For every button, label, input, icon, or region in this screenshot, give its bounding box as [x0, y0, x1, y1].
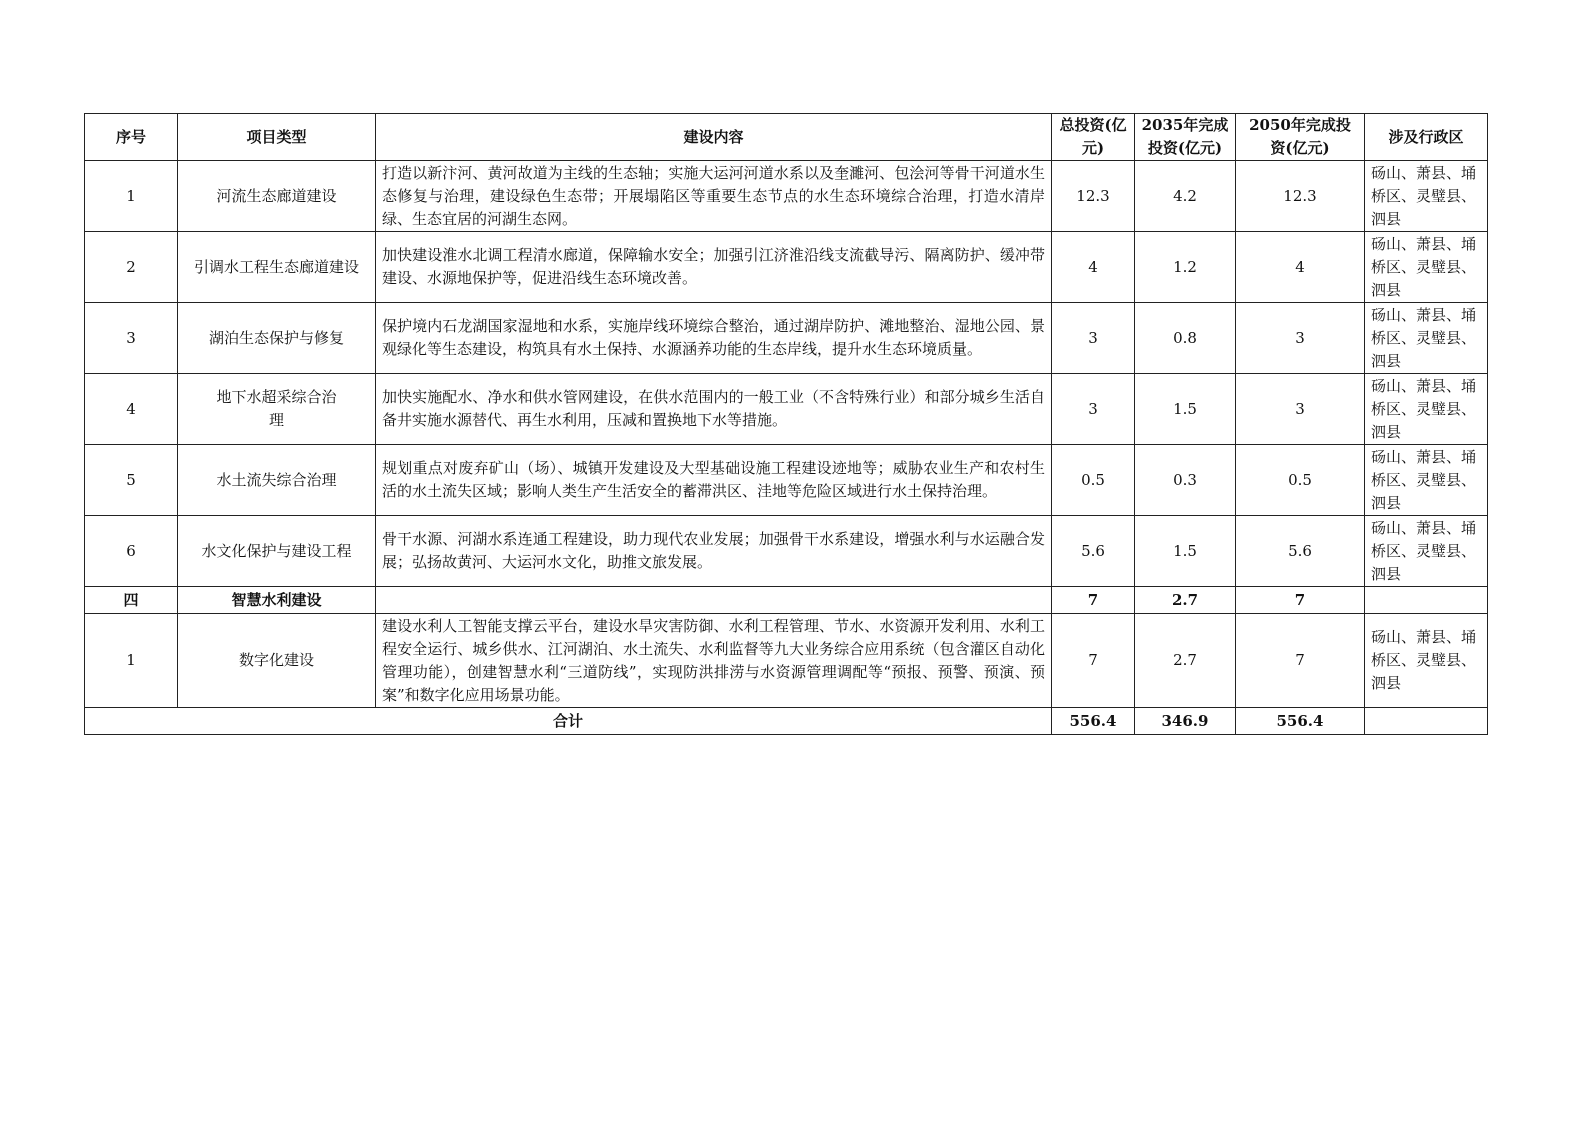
- table-row: [85, 614, 1488, 708]
- category-content: [376, 587, 1052, 614]
- cell-2035: 1.5: [1135, 516, 1236, 587]
- cell-content: 骨干水源、河湖水系连通工程建设，助力现代农业发展；加强骨干水系建设，增强水利与水运融合发展；弘扬故黄河、大运河水文化，助推文旅发展。: [376, 516, 1052, 587]
- cell-total: 4: [1052, 232, 1135, 303]
- cell-seq: 2: [85, 232, 178, 303]
- cell-2035: 2.7: [1135, 614, 1236, 708]
- cell-2035: 0.3: [1135, 445, 1236, 516]
- cell-total: 0.5: [1052, 445, 1135, 516]
- table-header-row: [85, 114, 1488, 161]
- cell-content: 建设水利人工智能支撑云平台，建设水旱灾害防御、水利工程管理、节水、水资源开发利用、水利工程安全运行、城乡供水、江河湖泊、水土流失、水利监督等九大业务综合应用系统（包含灌区自动化管理功能），创建智慧水利“三道防线”，实现防洪排涝与水资源管理调配等“预报、预警、预演、预案”和数字化应用场景功能。: [376, 614, 1052, 708]
- table-row: [85, 374, 1488, 445]
- cell-type: 地下水超采综合治理: [178, 374, 376, 445]
- cell-2035: 1.5: [1135, 374, 1236, 445]
- header-type: 项目类型: [178, 114, 376, 161]
- header-content: 建设内容: [376, 114, 1052, 161]
- total-2035: 346.9: [1135, 708, 1236, 735]
- table-row: [85, 232, 1488, 303]
- cell-region: 砀山、萧县、埇桥区、灵璧县、泗县: [1365, 374, 1488, 445]
- cell-region: 砀山、萧县、埇桥区、灵璧县、泗县: [1365, 303, 1488, 374]
- cell-2050: 3: [1236, 303, 1365, 374]
- cell-2050: 12.3: [1236, 161, 1365, 232]
- cell-type: 水土流失综合治理: [178, 445, 376, 516]
- investment-table: [84, 113, 1488, 735]
- total-region: [1365, 708, 1488, 735]
- cell-type: 湖泊生态保护与修复: [178, 303, 376, 374]
- cell-content: 打造以新汴河、黄河故道为主线的生态轴；实施大运河河道水系以及奎濉河、包浍河等骨干河道水生态修复与治理，建设绿色生态带；开展塌陷区等重要生态节点的水生态环境综合治理，打造水清岸绿、生态宜居的河湖生态网。: [376, 161, 1052, 232]
- cell-type: 河流生态廊道建设: [178, 161, 376, 232]
- cell-type: 引调水工程生态廊道建设: [178, 232, 376, 303]
- table-row: [85, 303, 1488, 374]
- cell-total: 3: [1052, 303, 1135, 374]
- cell-2050: 3: [1236, 374, 1365, 445]
- table-row: [85, 161, 1488, 232]
- cell-seq: 1: [85, 161, 178, 232]
- total-label: 合计: [85, 708, 1052, 735]
- cell-seq: 1: [85, 614, 178, 708]
- header-total: 总投资(亿元): [1052, 114, 1135, 161]
- cell-2035: 0.8: [1135, 303, 1236, 374]
- cell-seq: 5: [85, 445, 178, 516]
- total-sum: 556.4: [1052, 708, 1135, 735]
- category-total: 7: [1052, 587, 1135, 614]
- cell-content: 规划重点对废弃矿山（场）、城镇开发建设及大型基础设施工程建设迹地等；威胁农业生产和农村生活的水土流失区域；影响人类生产生活安全的蓄滞洪区、洼地等危险区域进行水土保持治理。: [376, 445, 1052, 516]
- cell-region: 砀山、萧县、埇桥区、灵璧县、泗县: [1365, 232, 1488, 303]
- cell-total: 3: [1052, 374, 1135, 445]
- category-region: [1365, 587, 1488, 614]
- cell-type: 水文化保护与建设工程: [178, 516, 376, 587]
- header-2035: 2035年完成投资(亿元): [1135, 114, 1236, 161]
- cell-2050: 0.5: [1236, 445, 1365, 516]
- cell-2035: 4.2: [1135, 161, 1236, 232]
- category-2050: 7: [1236, 587, 1365, 614]
- cell-region: 砀山、萧县、埇桥区、灵璧县、泗县: [1365, 516, 1488, 587]
- cell-content: 加快建设淮水北调工程清水廊道，保障输水安全；加强引江济淮沿线支流截导污、隔离防护、缓冲带建设、水源地保护等，促进沿线生态环境改善。: [376, 232, 1052, 303]
- cell-2035: 1.2: [1135, 232, 1236, 303]
- table-row: [85, 445, 1488, 516]
- cell-total: 7: [1052, 614, 1135, 708]
- cell-region: 砀山、萧县、埇桥区、灵璧县、泗县: [1365, 445, 1488, 516]
- cell-total: 5.6: [1052, 516, 1135, 587]
- header-2050: 2050年完成投资(亿元): [1236, 114, 1365, 161]
- cell-seq: 4: [85, 374, 178, 445]
- header-region: 涉及行政区: [1365, 114, 1488, 161]
- header-seq: 序号: [85, 114, 178, 161]
- cell-2050: 4: [1236, 232, 1365, 303]
- cell-seq: 6: [85, 516, 178, 587]
- table-row: [85, 516, 1488, 587]
- cell-region: 砀山、萧县、埇桥区、灵璧县、泗县: [1365, 614, 1488, 708]
- cell-content: 加快实施配水、净水和供水管网建设，在供水范围内的一般工业（不含特殊行业）和部分城乡生活自备井实施水源替代、再生水利用，压减和置换地下水等措施。: [376, 374, 1052, 445]
- total-row: [85, 708, 1488, 735]
- cell-content: 保护境内石龙湖国家湿地和水系，实施岸线环境综合整治，通过湖岸防护、滩地整治、湿地公园、景观绿化等生态建设，构筑具有水土保持、水源涵养功能的生态岸线，提升水生态环境质量。: [376, 303, 1052, 374]
- category-2035: 2.7: [1135, 587, 1236, 614]
- cell-2050: 5.6: [1236, 516, 1365, 587]
- cell-total: 12.3: [1052, 161, 1135, 232]
- cell-type: 数字化建设: [178, 614, 376, 708]
- cell-2050: 7: [1236, 614, 1365, 708]
- category-row: [85, 587, 1488, 614]
- cell-region: 砀山、萧县、埇桥区、灵璧县、泗县: [1365, 161, 1488, 232]
- category-type: 智慧水利建设: [178, 587, 376, 614]
- total-2050: 556.4: [1236, 708, 1365, 735]
- category-seq: 四: [85, 587, 178, 614]
- cell-seq: 3: [85, 303, 178, 374]
